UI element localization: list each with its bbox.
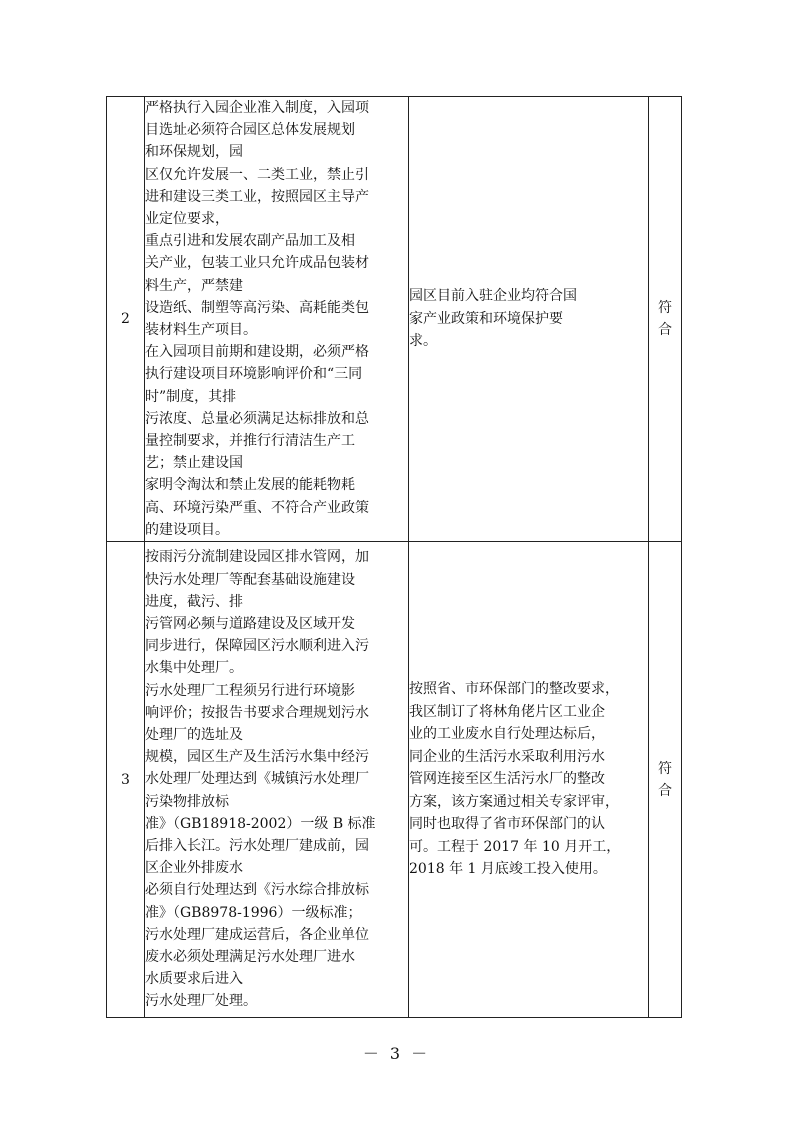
text-line: 区企业外排废水 bbox=[145, 860, 243, 877]
text-line: 污管网必频与道路建设及区域开发 bbox=[145, 616, 355, 633]
text-line: 按雨污分流制建设园区排水管网，加 bbox=[145, 549, 369, 566]
text-line: 高、环境污染严重、不符合产业政策 bbox=[145, 499, 369, 516]
text-line: 合 bbox=[658, 782, 672, 799]
page-number: － 3 － bbox=[362, 1044, 431, 1063]
text-line: 响评价；按报告书要求合理规划污水 bbox=[145, 704, 369, 721]
text-line: 污水处理厂工程须另行进行环境影 bbox=[145, 682, 355, 699]
text-line: 执行建设项目环境影响评价和“三同 bbox=[145, 366, 363, 383]
text-line: 时”制度，其排 bbox=[145, 388, 237, 405]
text-line: 合 bbox=[658, 322, 672, 339]
text-line: 家明令淘汰和禁止发展的能耗物耗 bbox=[145, 477, 355, 494]
text-line: 业的工业废水自行处理达标后， bbox=[409, 726, 605, 743]
requirement-cell bbox=[145, 97, 409, 542]
row-number: 3 bbox=[107, 542, 145, 1018]
text-line: 同步进行，保障园区污水顺利进入污 bbox=[145, 638, 369, 655]
text-line: 目选址必须符合园区总体发展规划 bbox=[145, 122, 355, 139]
text-line: 符 bbox=[658, 760, 672, 777]
text-line: 污染物排放标 bbox=[145, 793, 229, 810]
text-line: 污水处理厂建成运营后，各企业单位 bbox=[145, 926, 369, 943]
text-line: 重点引进和发展农副产品加工及相 bbox=[145, 233, 355, 250]
result-cell bbox=[409, 542, 649, 1018]
text-line: 严格执行入园企业准入制度，入园项 bbox=[145, 100, 369, 116]
text-line: 同企业的生活污水采取利用污水 bbox=[409, 748, 605, 765]
text-line: 在入园项目前期和建设期，必须严格 bbox=[145, 344, 369, 361]
text-line: 我区制订了将林角佬片区工业企 bbox=[409, 703, 605, 720]
text-line: 业定位要求， bbox=[145, 211, 229, 228]
text-line: 和环保规划，园 bbox=[145, 144, 243, 161]
text-line: 处理厂的选址及 bbox=[145, 727, 243, 744]
text-line: 水处理厂处理达到《城镇污水处理厂 bbox=[145, 771, 369, 788]
text-line: 的建设项目。 bbox=[145, 521, 229, 538]
text-line: 可。工程于 2017 年 10 月开工， bbox=[409, 838, 621, 855]
conclusion-cell bbox=[649, 542, 682, 1018]
text-line: 后排入长江。污水处理厂建成前，园 bbox=[145, 838, 369, 855]
text-line: 准》（GB18918-2002）一级 B 标准 bbox=[145, 815, 376, 832]
table-row bbox=[107, 97, 682, 542]
text-line: 规模，园区生产及生活污水集中经污 bbox=[145, 749, 369, 766]
text-line: 区仅允许发展一、二类工业，禁止引 bbox=[145, 166, 369, 183]
text-line: 进度，截污、排 bbox=[145, 593, 243, 610]
text-line: 园区目前入驻企业均符合国 bbox=[409, 288, 577, 305]
text-line: 准》（GB8978-1996）一级标准； bbox=[145, 904, 362, 921]
result-cell bbox=[409, 97, 649, 542]
text-line: 必须自行处理达到《污水综合排放标 bbox=[145, 882, 369, 899]
text-line: 艺；禁止建设国 bbox=[145, 455, 243, 472]
text-line: 2018 年 1 月底竣工投入使用。 bbox=[409, 861, 607, 878]
text-line: 管网连接至区生活污水厂的整改 bbox=[409, 771, 605, 788]
conclusion-cell bbox=[649, 97, 682, 542]
text-line: 水质要求后进入 bbox=[145, 971, 243, 988]
text-line: 料生产，严禁建 bbox=[145, 277, 243, 294]
text-line: 同时也取得了省市环保部门的认 bbox=[409, 816, 605, 833]
text-line: 关产业，包装工业只允许成品包装材 bbox=[145, 255, 369, 272]
text-line: 进和建设三类工业，按照园区主导产 bbox=[145, 188, 369, 205]
compliance-table bbox=[106, 96, 682, 1018]
text-line: 废水必须处理满足污水处理厂进水 bbox=[145, 949, 355, 966]
text-line: 量控制要求，并推行行清洁生产工 bbox=[145, 433, 355, 450]
text-line: 符 bbox=[658, 300, 672, 317]
text-line: 家产业政策和环境保护要 bbox=[409, 310, 563, 327]
text-line: 污水处理厂处理。 bbox=[145, 993, 257, 1010]
text-line: 污浓度、总量必须满足达标排放和总 bbox=[145, 410, 369, 427]
table-row bbox=[107, 542, 682, 1018]
text-line: 装材料生产项目。 bbox=[145, 322, 257, 339]
text-line: 快污水处理厂等配套基础设施建设 bbox=[145, 571, 355, 588]
text-line: 按照省、市环保部门的整改要求， bbox=[409, 681, 619, 698]
text-line: 方案，该方案通过相关专家评审， bbox=[409, 793, 619, 810]
text-line: 求。 bbox=[409, 333, 437, 350]
text-line: 水集中处理厂。 bbox=[145, 660, 243, 677]
row-number: 2 bbox=[107, 97, 145, 542]
requirement-cell bbox=[145, 542, 409, 1018]
text-line: 设造纸、制塑等高污染、高耗能类包 bbox=[145, 299, 369, 316]
